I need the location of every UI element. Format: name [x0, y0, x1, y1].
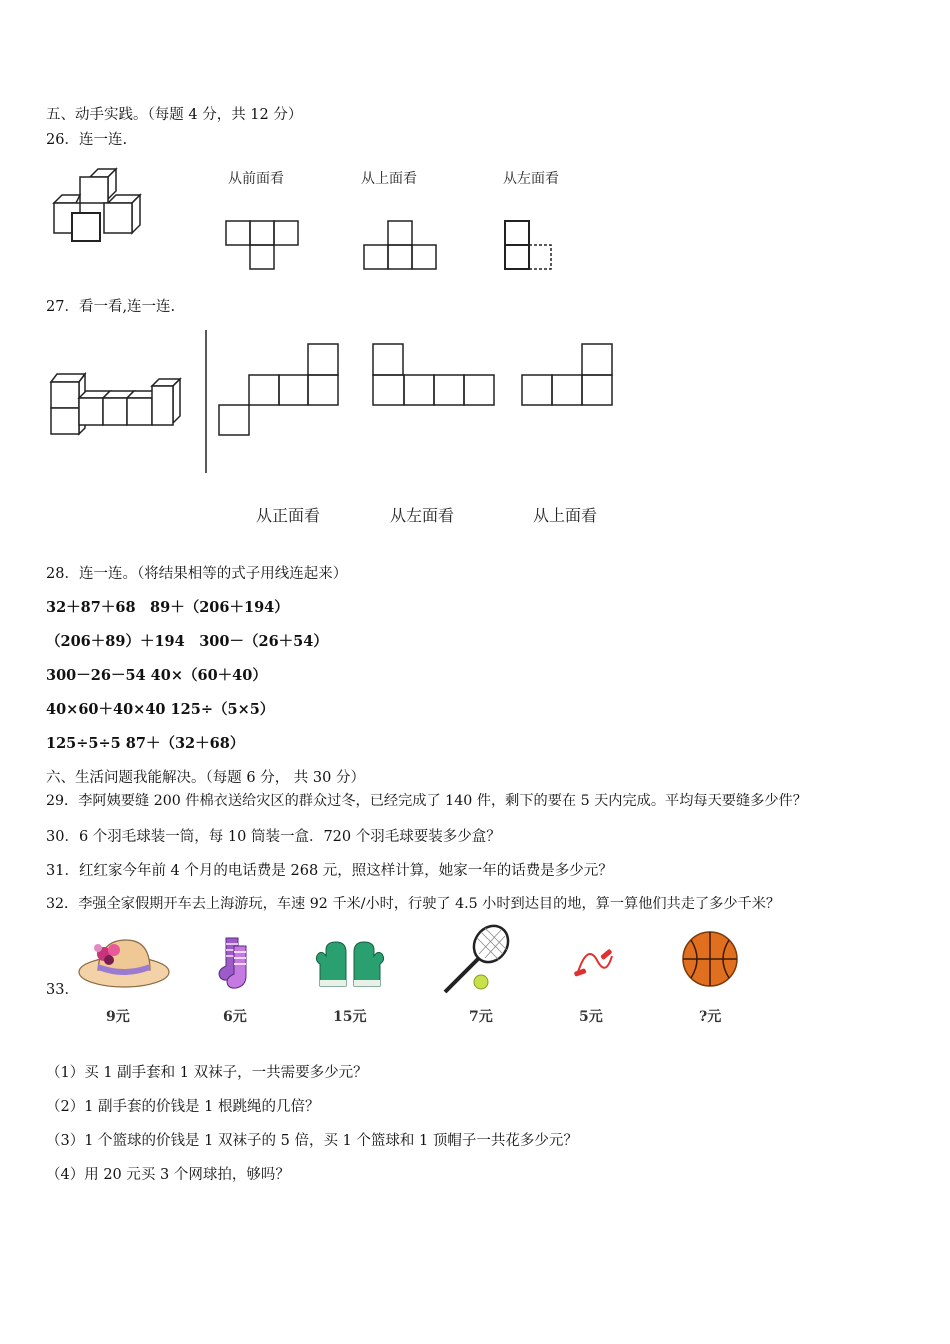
- q30-text: 30．6 个羽毛球装一筒，每 10 筒装一盒．720 个羽毛球要装多少盒？: [46, 829, 501, 845]
- rope-price: 5元: [579, 1009, 603, 1025]
- gloves-price: 15元: [333, 1009, 367, 1025]
- q26-cube-figure: [50, 165, 150, 250]
- racket-price: 7元: [469, 1009, 493, 1025]
- q31-text: 31．红红家今年前 4 个月的电话费是 268 元，照这样计算，她家一年的话费是多少元？: [46, 863, 613, 879]
- q33-sub-3: （3）1 个篮球的价钱是 1 双袜子的 5 倍，买 1 个篮球和 1 顶帽子一共花多少元？: [46, 1133, 578, 1149]
- q26-view-shape-3: [503, 220, 555, 270]
- q26-view-label-left: 从左面看: [503, 171, 559, 187]
- q26-view-shape-2: [363, 220, 439, 270]
- q29-text: 29．李阿姨要缝 200 件棉衣送给灾区的群众过冬，已经完成了 140 件，剩下的要在 5 天内完成。平均每天要缝多少件？: [46, 793, 807, 809]
- q28-row: 40×60＋40×40 125÷（5×5）: [46, 701, 275, 718]
- q27-view-shape-1: [218, 343, 342, 437]
- q28-row: 300－26－54 40×（60＋40）: [46, 667, 267, 684]
- q28-row: 32＋87＋68 89＋（206＋194）: [46, 599, 289, 616]
- q28-row: 125÷5÷5 87＋（32＋68）: [46, 735, 245, 752]
- q28-row: （206＋89）＋194 300－（26＋54）: [46, 633, 328, 650]
- q33-number: 33．: [46, 982, 79, 998]
- gloves-icon: [314, 940, 386, 988]
- q33-sub-2: （2）1 副手套的价钱是 1 根跳绳的几倍？: [46, 1099, 320, 1115]
- hat-price: 9元: [106, 1009, 130, 1025]
- q33-sub-1: （1）买 1 副手套和 1 双袜子，一共需要多少元？: [46, 1065, 368, 1081]
- q32-text: 32．李强全家假期开车去上海游玩，车速 92 千米/小时，行驶了 4.5 小时到达目的地，算一算他们共走了多少千米？: [46, 896, 781, 912]
- section6-title: 六、生活问题我能解决。（每题 6 分， 共 30 分）: [46, 770, 365, 786]
- q33-sub-4: （4）用 20 元买 3 个网球拍，够吗？: [46, 1167, 290, 1183]
- jump-rope-icon: [572, 942, 614, 980]
- q27-view-shape-3: [521, 343, 617, 407]
- basketball-price: ?元: [699, 1009, 722, 1025]
- q26-view-label-top: 从上面看: [361, 171, 417, 187]
- q26-view-shape-1: [225, 220, 301, 270]
- socks-icon: [216, 936, 256, 992]
- q27-view-label-left: 从左面看: [390, 506, 455, 525]
- basketball-icon: [681, 930, 739, 988]
- q27-view-label-top: 从上面看: [533, 506, 598, 525]
- socks-price: 6元: [223, 1009, 247, 1025]
- tennis-racket-icon: [441, 924, 515, 996]
- q26-view-label-front: 从前面看: [228, 171, 284, 187]
- section5-title: 五、动手实践。（每题 4 分，共 12 分）: [46, 107, 303, 123]
- q27-view-shape-2: [372, 343, 498, 407]
- q27-view-label-front: 从正面看: [256, 506, 321, 525]
- q28-title: 28．连一连。（将结果相等的式子用线连起来）: [46, 566, 348, 582]
- q27-label: 27．看一看,连一连.: [46, 299, 176, 315]
- hat-icon: [76, 932, 172, 992]
- q26-label: 26．连一连.: [46, 132, 128, 148]
- q27-cube-figure: [48, 370, 188, 440]
- q27-divider: [204, 330, 208, 475]
